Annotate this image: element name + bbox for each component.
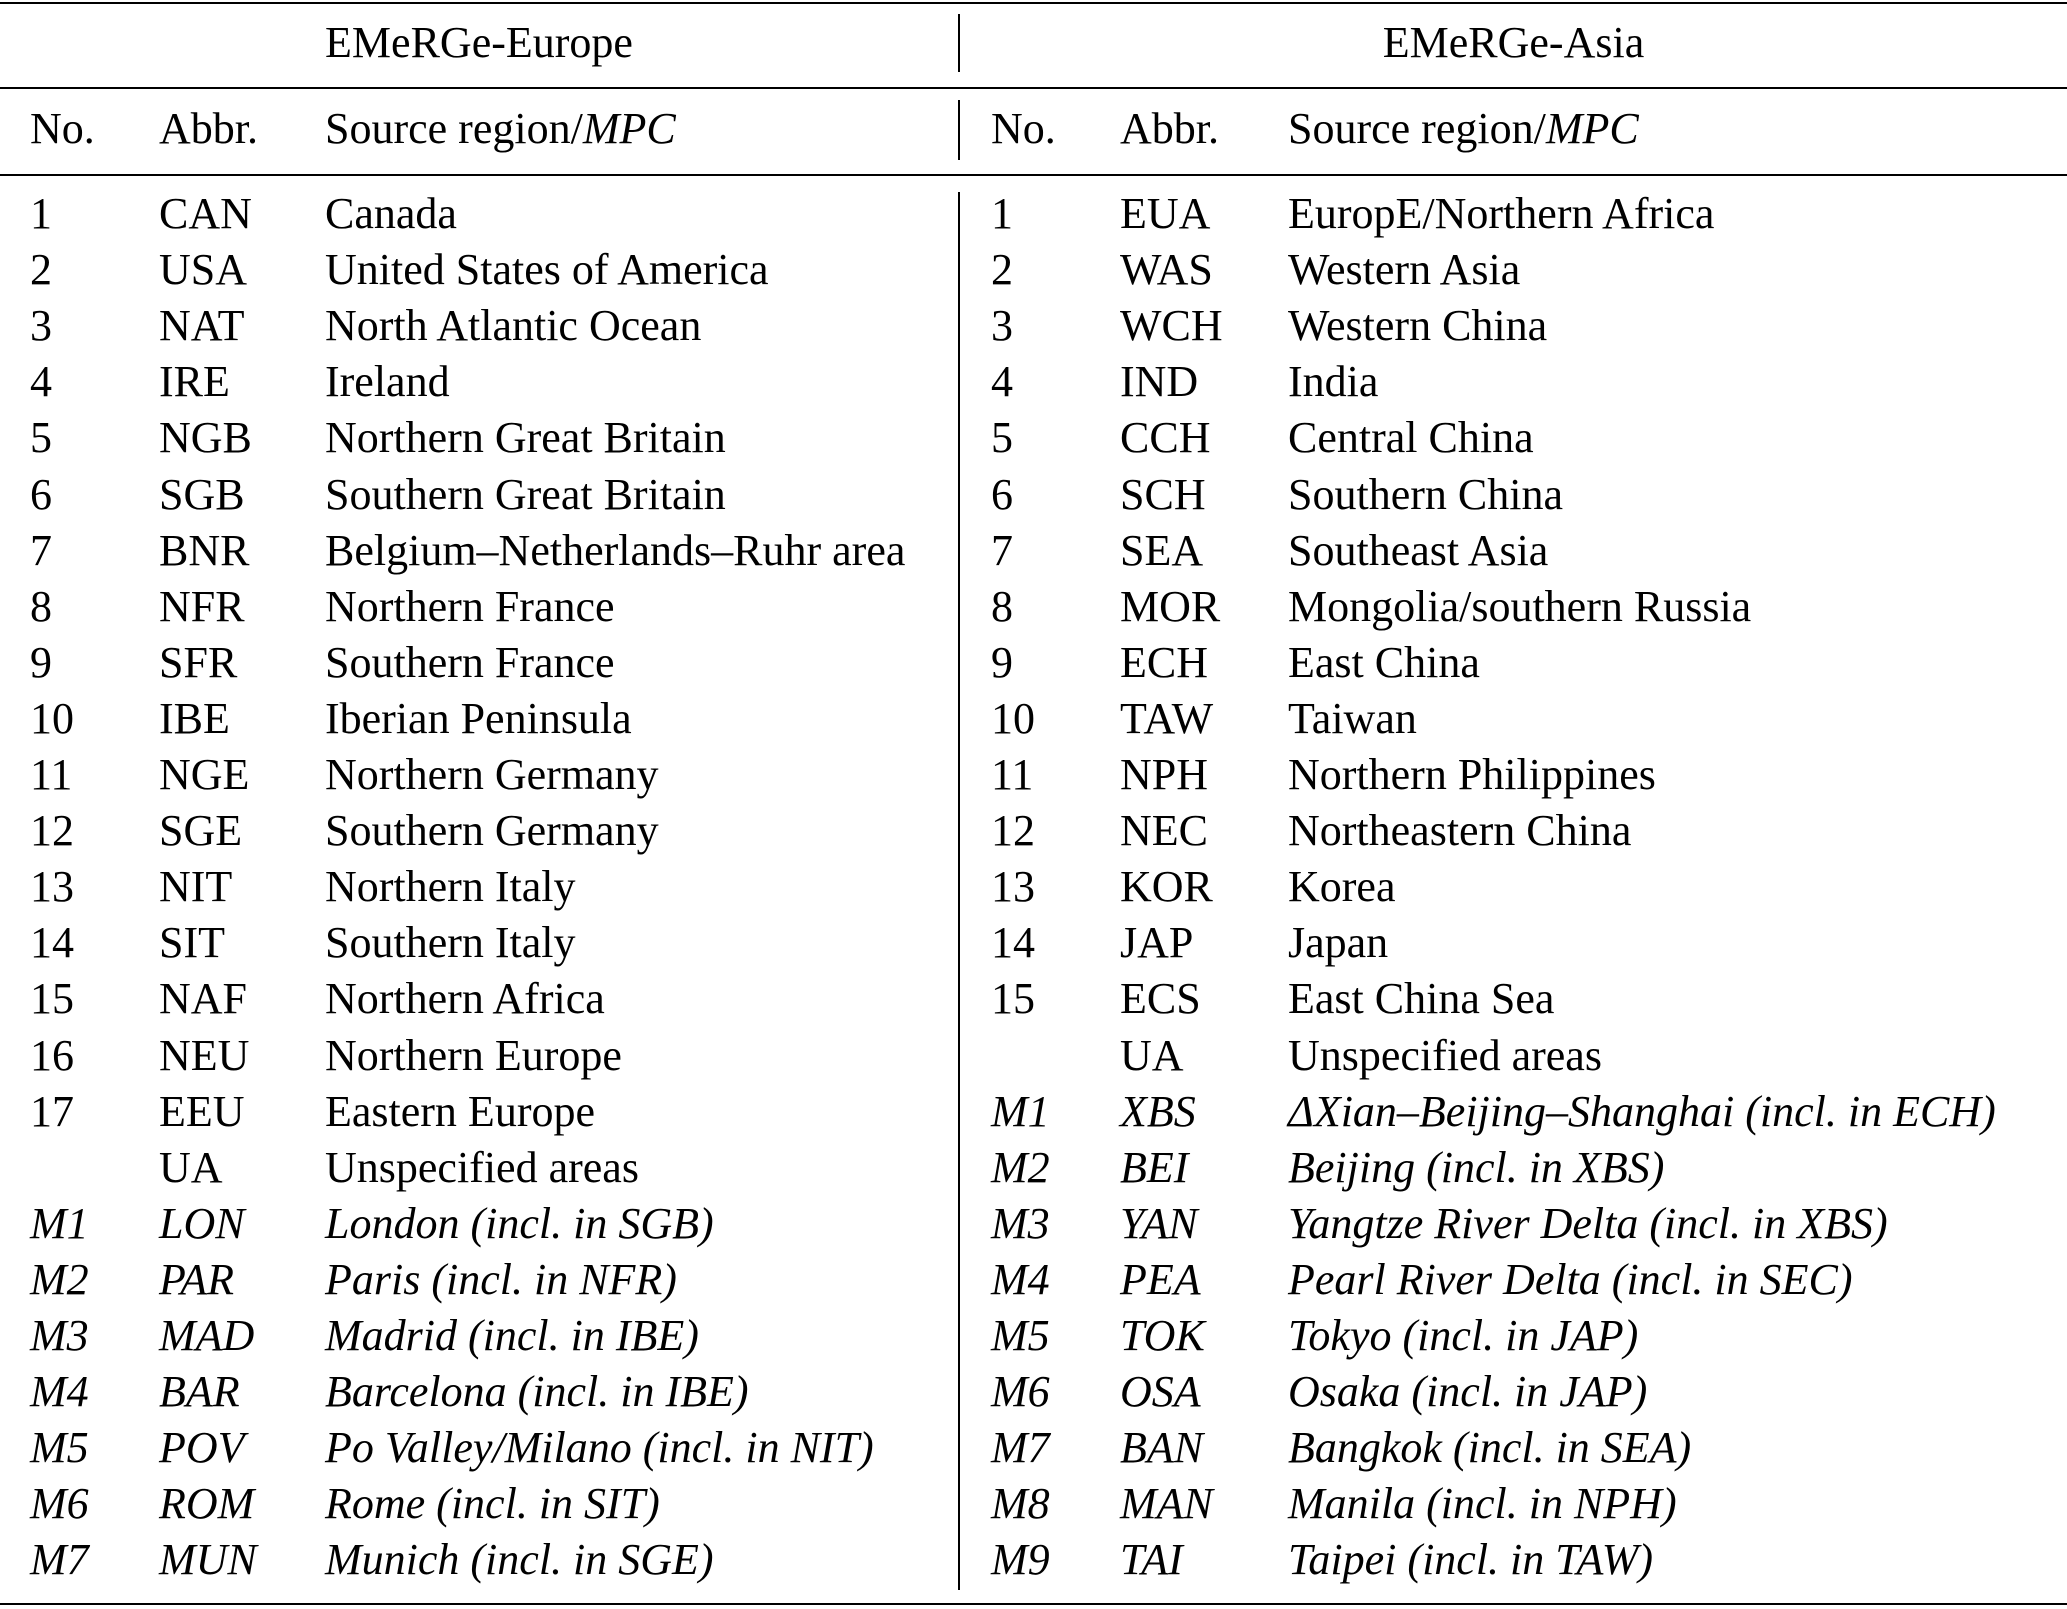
asia-row-abbr: NEC [1120, 806, 1208, 855]
europe-row-abbr: NGE [159, 750, 250, 799]
europe-row-source-region: Northern Great Britain [325, 413, 726, 462]
europe-row-source-region: Northern France [325, 582, 615, 631]
asia-row-source-region: East China [1288, 638, 1480, 687]
asia-row-source-region: Pearl River Delta (incl. in SEC) [1288, 1255, 1853, 1304]
asia-row-no: M3 [991, 1199, 1050, 1248]
europe-row-source-region: Southern France [325, 638, 615, 687]
europe-row-no: 6 [30, 470, 52, 519]
asia-row-no: 2 [991, 245, 1013, 294]
europe-row-no: M7 [30, 1535, 89, 1584]
europe-row-no: M4 [30, 1367, 89, 1416]
europe-row-no: 10 [30, 694, 74, 743]
asia-row-source-region: Bangkok (incl. in SEA) [1288, 1423, 1692, 1472]
asia-row-source-region: Western China [1288, 301, 1548, 350]
europe-row-abbr: LON [159, 1199, 245, 1248]
asia-row-abbr: NPH [1120, 750, 1209, 799]
europe-row-no: 14 [30, 918, 74, 967]
asia-row-no: 5 [991, 413, 1013, 462]
europe-row-no: 15 [30, 974, 74, 1023]
asia-row-source-region: Southeast Asia [1288, 526, 1549, 575]
europe-row-abbr: UA [159, 1143, 223, 1192]
europe-row-no: 1 [30, 189, 52, 238]
asia-row-no: 10 [991, 694, 1035, 743]
asia-row-abbr: TAW [1120, 694, 1214, 743]
europe-row-source-region: Unspecified areas [325, 1143, 639, 1192]
asia-row-source-region: Beijing (incl. in XBS) [1288, 1143, 1665, 1192]
asia-row-source-region: Korea [1288, 862, 1396, 911]
asia-row-abbr: XBS [1120, 1087, 1196, 1136]
europe-row-abbr: SFR [159, 638, 238, 687]
europe-row-source-region: North Atlantic Ocean [325, 301, 702, 350]
table-top-rule [0, 2, 2067, 4]
europe-row-abbr: NGB [159, 413, 252, 462]
asia-row-no: M1 [991, 1087, 1050, 1136]
asia-row-abbr: SEA [1120, 526, 1204, 575]
asia-row-abbr: UA [1120, 1031, 1184, 1080]
europe-row-source-region: Ireland [325, 357, 450, 406]
group-title-europe: EMeRGe-Europe [325, 18, 633, 67]
asia-row-abbr: MAN [1120, 1479, 1213, 1528]
europe-row-no: 13 [30, 862, 74, 911]
europe-row-no: 4 [30, 357, 52, 406]
header-source-plain: Source region/ [325, 104, 583, 153]
asia-row-source-region: Osaka (incl. in JAP) [1288, 1367, 1648, 1416]
asia-row-source-region: Central China [1288, 413, 1534, 462]
asia-row-source-region: Tokyo (incl. in JAP) [1288, 1311, 1639, 1360]
europe-row-no: M5 [30, 1423, 89, 1472]
asia-row-no: 8 [991, 582, 1013, 631]
europe-row-abbr: NFR [159, 582, 245, 631]
asia-row-source-region: Taiwan [1288, 694, 1417, 743]
europe-row-abbr: PAR [159, 1255, 234, 1304]
asia-row-abbr: EUA [1120, 189, 1211, 238]
europe-row-source-region: Southern Germany [325, 806, 659, 855]
europe-row-abbr: MAD [159, 1311, 255, 1360]
europe-row-source-region: Eastern Europe [325, 1087, 595, 1136]
asia-row-abbr: BAN [1120, 1423, 1204, 1472]
europe-row-abbr: CAN [159, 189, 252, 238]
europe-row-abbr: BNR [159, 526, 250, 575]
asia-row-no: 1 [991, 189, 1013, 238]
asia-row-source-region: Western Asia [1288, 245, 1521, 294]
asia-row-no: 6 [991, 470, 1013, 519]
europe-row-abbr: SGB [159, 470, 245, 519]
europe-row-source-region: Southern Italy [325, 918, 576, 967]
europe-row-source-region: Canada [325, 189, 457, 238]
header-source-europe [325, 101, 676, 157]
europe-row-abbr: NIT [159, 862, 233, 911]
europe-row-abbr: BAR [159, 1367, 240, 1416]
asia-row-abbr: ECH [1120, 638, 1208, 687]
asia-row-abbr: WCH [1120, 301, 1223, 350]
europe-row-abbr: MUN [159, 1535, 257, 1584]
asia-row-no: M6 [991, 1367, 1050, 1416]
asia-row-no: M7 [991, 1423, 1050, 1472]
asia-row-no: 3 [991, 301, 1013, 350]
asia-row-no: 15 [991, 974, 1035, 1023]
europe-row-source-region: Northern Europe [325, 1031, 622, 1080]
asia-row-no: 7 [991, 526, 1013, 575]
header-no-asia: No. [991, 104, 1056, 153]
asia-row-abbr: IND [1120, 357, 1199, 406]
europe-row-no: 11 [30, 750, 73, 799]
asia-row-abbr: PEA [1120, 1255, 1201, 1304]
asia-row-source-region: East China Sea [1288, 974, 1555, 1023]
asia-row-source-region: Northeastern China [1288, 806, 1632, 855]
asia-row-abbr: OSA [1120, 1367, 1201, 1416]
europe-row-abbr: SIT [159, 918, 225, 967]
europe-row-source-region: Northern Germany [325, 750, 659, 799]
asia-row-no: 13 [991, 862, 1035, 911]
header-source-plain: Source region/ [1288, 104, 1546, 153]
asia-row-source-region: Manila (incl. in NPH) [1288, 1479, 1677, 1528]
group-header-rule [0, 87, 2067, 89]
europe-row-source-region: Munich (incl. in SGE) [325, 1535, 714, 1584]
europe-row-no: 12 [30, 806, 74, 855]
asia-row-abbr: TAI [1120, 1535, 1183, 1584]
asia-row-source-region: EuropE/Northern Africa [1288, 189, 1715, 238]
europe-row-source-region: Barcelona (incl. in IBE) [325, 1367, 749, 1416]
header-abbr-europe: Abbr. [159, 104, 258, 153]
asia-row-source-region: Northern Philippines [1288, 750, 1656, 799]
asia-row-abbr: TOK [1120, 1311, 1205, 1360]
europe-row-no: 7 [30, 526, 52, 575]
europe-row-abbr: IBE [159, 694, 230, 743]
europe-row-no: M6 [30, 1479, 89, 1528]
asia-row-no: M5 [991, 1311, 1050, 1360]
europe-row-no: 9 [30, 638, 52, 687]
europe-row-no: 3 [30, 301, 52, 350]
europe-row-source-region: Paris (incl. in NFR) [325, 1255, 677, 1304]
europe-row-source-region: Southern Great Britain [325, 470, 726, 519]
asia-row-abbr: SCH [1120, 470, 1206, 519]
europe-row-abbr: ROM [159, 1479, 255, 1528]
asia-row-abbr: ECS [1120, 974, 1201, 1023]
asia-row-source-region: Taipei (incl. in TAW) [1288, 1535, 1654, 1584]
asia-row-no: 12 [991, 806, 1035, 855]
asia-row-no: 14 [991, 918, 1035, 967]
europe-row-source-region: Northern Africa [325, 974, 605, 1023]
europe-row-abbr: SGE [159, 806, 243, 855]
europe-row-no: 2 [30, 245, 52, 294]
header-source-asia [1288, 101, 1639, 157]
asia-row-source-region: Japan [1288, 918, 1389, 967]
asia-row-abbr: JAP [1120, 918, 1194, 967]
europe-row-no: M1 [30, 1199, 89, 1248]
asia-row-source-region: Mongolia/southern Russia [1288, 582, 1752, 631]
asia-row-abbr: MOR [1120, 582, 1221, 631]
europe-row-abbr: NAT [159, 301, 245, 350]
europe-row-source-region: Po Valley/Milano (incl. in NIT) [325, 1423, 874, 1472]
europe-row-source-region: Iberian Peninsula [325, 694, 632, 743]
asia-row-source-region: Yangtze River Delta (incl. in XBS) [1288, 1199, 1888, 1248]
asia-row-no: 11 [991, 750, 1034, 799]
europe-row-abbr: EEU [159, 1087, 245, 1136]
europe-row-no: 5 [30, 413, 52, 462]
europe-row-abbr: IRE [159, 357, 230, 406]
asia-row-abbr: WAS [1120, 245, 1213, 294]
europe-row-source-region: United States of America [325, 245, 769, 294]
europe-row-no: 16 [30, 1031, 74, 1080]
asia-row-no: M8 [991, 1479, 1050, 1528]
asia-row-source-region: ΔXian–Beijing–Shanghai (incl. in ECH) [1288, 1087, 1996, 1136]
europe-row-source-region: Belgium–Netherlands–Ruhr area [325, 526, 906, 575]
asia-row-source-region: India [1288, 357, 1379, 406]
header-source-italic: MPC [582, 104, 676, 153]
table-bottom-rule [0, 1603, 2067, 1605]
europe-row-abbr: NEU [159, 1031, 250, 1080]
europe-row-abbr: USA [159, 245, 248, 294]
group-title-asia: EMeRGe-Asia [1382, 18, 1645, 67]
column-divider [958, 192, 960, 1590]
column-header-rule [0, 174, 2067, 176]
asia-row-no: M2 [991, 1143, 1050, 1192]
asia-row-no: 4 [991, 357, 1013, 406]
asia-row-abbr: BEI [1120, 1143, 1189, 1192]
asia-row-source-region: Unspecified areas [1288, 1031, 1602, 1080]
header-abbr-asia: Abbr. [1120, 104, 1219, 153]
asia-row-abbr: CCH [1120, 413, 1211, 462]
europe-row-source-region: Northern Italy [325, 862, 576, 911]
asia-row-no: 9 [991, 638, 1013, 687]
asia-row-source-region: Southern China [1288, 470, 1563, 519]
europe-row-abbr: NAF [159, 974, 248, 1023]
europe-row-source-region: Rome (incl. in SIT) [325, 1479, 660, 1528]
column-divider [958, 100, 960, 160]
header-no-europe: No. [30, 104, 95, 153]
europe-row-no: 17 [30, 1087, 74, 1136]
europe-row-source-region: London (incl. in SGB) [325, 1199, 714, 1248]
asia-row-abbr: YAN [1120, 1199, 1198, 1248]
europe-row-no: M2 [30, 1255, 89, 1304]
europe-row-source-region: Madrid (incl. in IBE) [325, 1311, 699, 1360]
header-source-italic: MPC [1545, 104, 1639, 153]
asia-row-no: M4 [991, 1255, 1050, 1304]
asia-row-no: M9 [991, 1535, 1050, 1584]
europe-row-no: M3 [30, 1311, 89, 1360]
europe-row-no: 8 [30, 582, 52, 631]
asia-row-abbr: KOR [1120, 862, 1213, 911]
europe-row-abbr: POV [159, 1423, 245, 1472]
